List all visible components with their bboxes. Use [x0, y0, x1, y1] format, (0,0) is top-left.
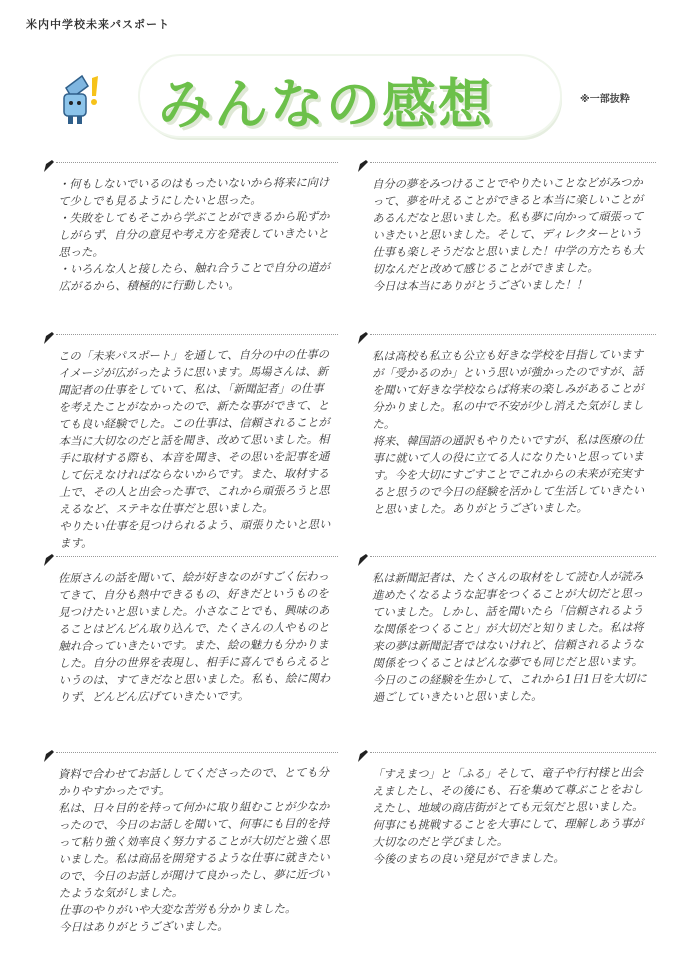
pencil-icon — [356, 748, 370, 764]
pencil-icon — [42, 748, 56, 764]
comment-card-4 — [356, 330, 656, 540]
comment-text: 資料で合わせてお話ししてくださったので、とても分かりやすかったです。 私は、日々目的を持って何かに取り組むことが少なかったので、今日のお話しを聞いて、何事にも目的を持って粘り強く効率良く努力することが大切だと強く思いました。私は商品を開発するような仕事に就きたいので、今日のお話しが聞けて良かったし、夢に近づいたような気がしました。 仕事のやりがいや大変な苦労も分かりました。 今日はありがとうございました。 — [58, 766, 330, 934]
comment-card-5 — [42, 552, 338, 742]
comment-text: 佐原さんの話を聞いて、絵が好きなのがすごく伝わってきて、自分も熱中できるもの、好きだというものを見つけたいと思いました。小さなことでも、興味のあることはどんどん取り込んで、たくさんの人やものと触れ合っていきたいです。また、絵の魅力も分かりました。自分の世界を表現し、相手に喜んでもらえるというのは、すてきだなと思いました。私も、絵に関わりず、どんどん広げていきたいです。 — [58, 570, 331, 704]
dotted-divider — [370, 334, 656, 335]
comment-text: 私は新聞記者は、たくさんの取材をして読む人が読み進めたくなるような記事をつくることが大切だと思っていました。しかし、話を聞いたら「信頼されるような関係をつくること」が大切だと知りました。私は将来の夢は新聞記者ではないけれど、信頼されるような関係をつくることはどんな夢でも同じだと思います。今日のこの経験を生かして、これから1日1日を大切に過ごしていきたいと思いました。 — [372, 570, 647, 704]
comment-text: ・何もしないでいるのはもったいないから将来に向けて少しでも見るようにしたいと思った。 ・失敗をしてもそこから学ぶことができるから恥ずかしがらず、自分の意見や考え方を発表していきたいと思った。 ・いろんな人と接したら、触れ合うことで自分の道が広がるから、積極的に行動したい。 — [58, 176, 330, 293]
dotted-divider — [56, 162, 338, 163]
comment-text: 「すえまつ」と「ふる」そして、竜子や行村様と出会えましたし、その後にも、石を集めて尊ぶことをおしえたし、地域の商店街がとても元気だと思いました。 何事にも挑戦することを大事にして、理解しあう事が大切なのだと学びました。 今後のまちの良い発見ができました。 — [372, 766, 644, 866]
pencil-mascot-icon — [58, 70, 106, 130]
dotted-divider — [56, 334, 338, 335]
page-title: みんなの感想 — [158, 73, 494, 136]
comment-card-2 — [356, 158, 656, 328]
comment-text: この「未来パスポート」を通して、自分の中の仕事のイメージが広がったように思います。馬場さんは、新聞記者の仕事をしていて、私は、「新聞記者」の仕事を考えたことがなかったので、新たな事ができて、とても良い経験でした。この仕事は、信頼されることが本当に大切なのだと話を聞き、改めて思いました。相手に取材する際も、本音を聞き、その思いを記事を通して伝えなければならないからです。また、取材する上で、その人と出会った事で、これから頑張ろうと思えるなど、ステキな仕事だと思いました。 やりたい仕事を見つけられるよう、頑張りたいと思います。 — [58, 348, 331, 550]
dotted-divider — [370, 752, 656, 753]
pencil-icon — [42, 552, 56, 568]
comment-card-1 — [42, 158, 338, 328]
comment-card-7 — [42, 748, 338, 963]
dotted-divider — [370, 162, 656, 163]
comment-card-8 — [356, 748, 656, 963]
dotted-divider — [370, 556, 656, 557]
dotted-divider — [56, 752, 338, 753]
pencil-icon — [42, 158, 56, 174]
comment-card-6 — [356, 552, 656, 742]
pencil-icon — [42, 330, 56, 346]
comment-card-3 — [42, 330, 338, 550]
header-label: 米内中学校未来パスポート — [26, 18, 170, 31]
dotted-divider — [56, 556, 338, 557]
comment-text: 私は高校も私立も公立も好きな学校を目指していますが「受かるのか」という思いが強かったのですが、話を聞いて好きな学校ならば将来の楽しみがあることが分かりました。私の中で不安が少し消えた気がしました。 将来、韓国語の通訳もやりたいですが、私は医療の仕事に就いて人の役に立てる人になりたいと思っています。今を大切にすごすことでこれからの未来が充実すると思うので今日の経験を活かして生活していきたいと思いました。ありがとうございました。 — [372, 348, 645, 516]
pencil-icon — [356, 552, 370, 568]
excerpt-note: ※一部抜粋 — [580, 94, 630, 105]
pencil-icon — [356, 158, 370, 174]
pencil-icon — [356, 330, 370, 346]
comment-text: 自分の夢をみつけることでやりたいことなどがみつかって、夢を叶えることができると本当に楽しいことがあるんだなと思いました。私も夢に向かって頑張っていきたいと思いました。そして、ディレクターという仕事も楽しそうだなと思いました！中学の方たちも大切なんだと改めて感じることができました。 今日は本当にありがとうございました！！ — [372, 176, 644, 293]
